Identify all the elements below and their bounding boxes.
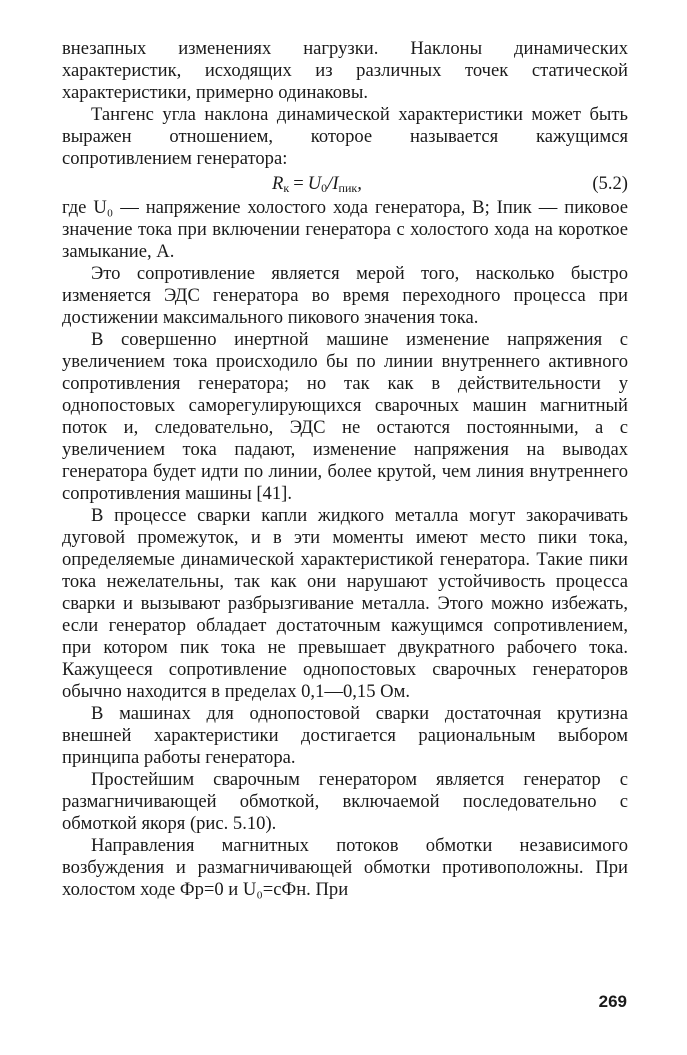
paragraph-5: В совершенно инертной машине изменение напряжения с увеличением тока происходило бы по линии внутреннего активного сопротивления генератора; но так как в действительности у однопостовых саморегулирующихся сварочных машин магнитный поток и, следовательно, ЭДС не остаются постоянными, а с увеличением тока падают, изменение напряжения на выводах генератора будет идти по линии, более крутой, чем линия внутреннего сопротивления машины [41]. [62, 329, 628, 504]
paragraph-9: Направления магнитных потоков обмотки независимого возбуждения и размагничивающей обмотки противоположны. При холостом ходе Фр=0 и U₀=cФн. При [62, 835, 628, 900]
page-body [62, 38, 628, 901]
paragraph-7: В машинах для однопостовой сварки достаточная крутизна внешней характеристики достигается рациональным выбором принципа работы генератора. [62, 703, 628, 768]
paragraph-3: где U₀ — напряжение холостого хода генератора, В; Iпик — пиковое значение тока при включении генератора с холостого хода на короткое замыкание, А. [62, 197, 628, 262]
formula-5-2 [272, 171, 362, 201]
formula-row [62, 171, 628, 197]
paragraph-6: В процессе сварки капли жидкого металла могут закорачивать дуговой промежуток, и в эти моменты имеют место пики тока, определяемые динамической характеристикой генератора. Такие пики тока нежелательны, так как они нарушают устойчивость процесса сварки и вызывают разбрызгивание металла. Этого можно избежать, если генератор обладает достаточным кажущимся сопротивлением, при котором пик тока не превышает двукратного рабочего тока. Кажущееся сопротивление однопостовых сварочных генераторов обычно находится в пределах 0,1—0,15 Ом. [62, 505, 628, 702]
paragraph-1: внезапных изменениях нагрузки. Наклоны динамических характеристик, исходящих из различных точек статической характеристики, примерно одинаковы. [62, 38, 628, 103]
formula-numerator: U [307, 173, 322, 194]
formula-denominator-sub: пик [338, 181, 358, 195]
formula-lhs-sub: к [283, 181, 290, 195]
formula-numerator-sub: 0 [321, 181, 328, 195]
page-number: 269 [598, 992, 627, 1011]
formula-denominator: I [332, 173, 339, 194]
paragraph-4: Это сопротивление является мерой того, насколько быстро изменяется ЭДС генератора во время переходного процесса при достижении максимального пикового значения тока. [62, 263, 628, 328]
formula-slash: / [327, 173, 333, 194]
paragraph-2: Тангенс угла наклона динамической характеристики может быть выражен отношением, которое называется кажущимся сопротивлением генератора: [62, 104, 628, 169]
formula-lhs: R [272, 173, 284, 194]
formula-trail: , [357, 173, 362, 194]
formula-equals: = [293, 173, 304, 194]
paragraph-8: Простейшим сварочным генератором является генератор с размагничивающей обмоткой, включаемой последовательно с обмоткой якоря (рис. 5.10). [62, 769, 628, 834]
equation-number: (5.2) [592, 173, 628, 194]
